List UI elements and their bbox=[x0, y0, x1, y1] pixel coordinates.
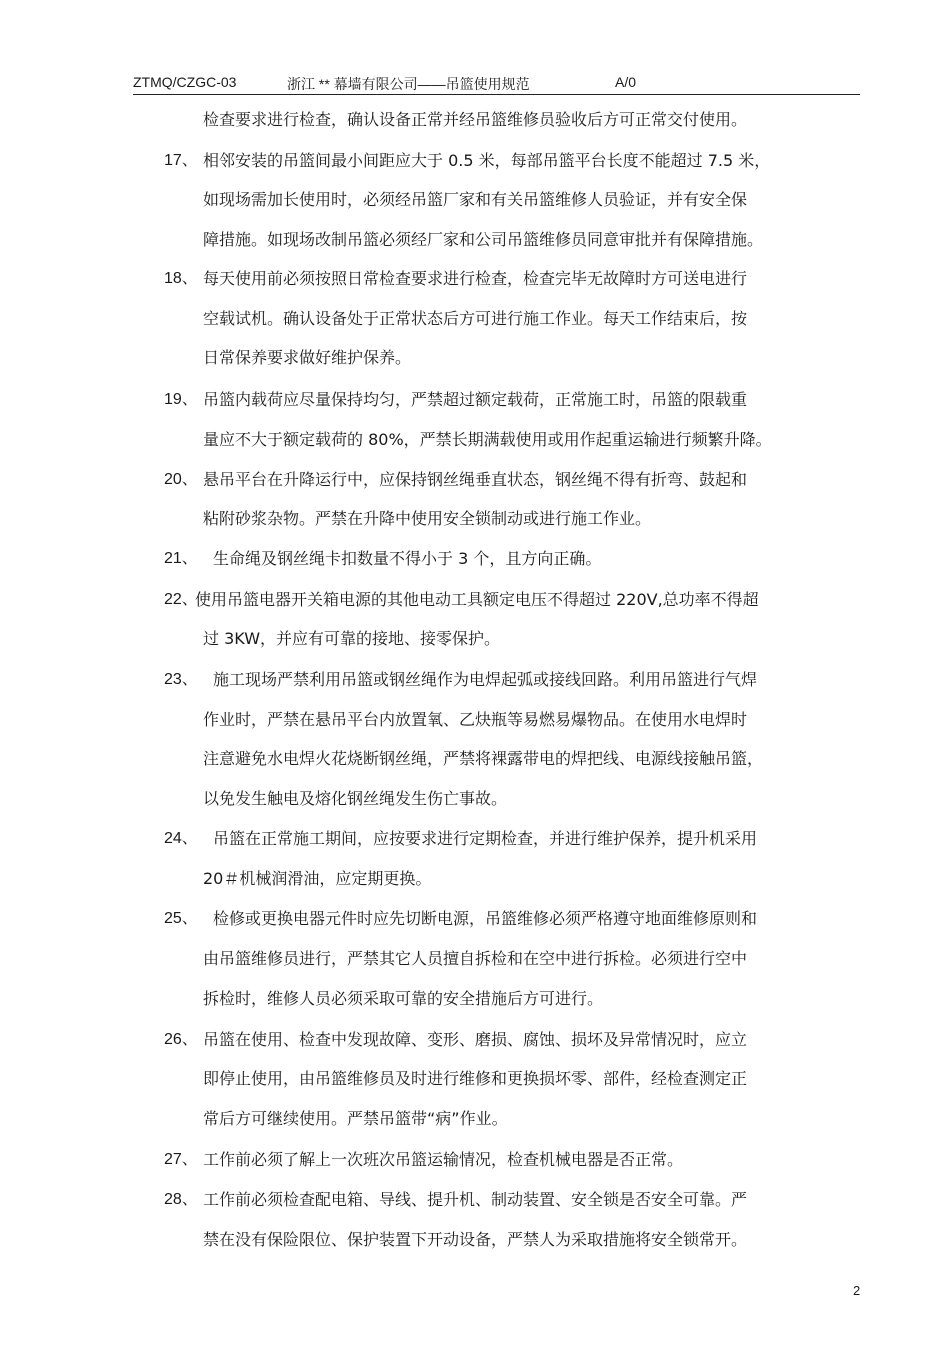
item-number: 23、 bbox=[164, 671, 198, 688]
item-line: 粘附砂浆杂物。严禁在升降中使用安全锁制动或进行施工作业。 bbox=[203, 509, 652, 528]
item-line: 由吊篮维修员进行，严禁其它人员擅自拆检和在空中进行拆检。必须进行空中 bbox=[203, 949, 748, 968]
item-line: 以免发生触电及熔化钢丝绳发生伤亡事故。 bbox=[203, 789, 508, 808]
item-line: 20＃机械润滑油，应定期更换。 bbox=[203, 869, 432, 888]
item-line: 注意避免水电焊火花烧断钢丝绳，严禁将裸露带电的焊把线、电源线接触吊篮， bbox=[203, 749, 764, 768]
item-number: 28、 bbox=[164, 1191, 198, 1208]
item-line: 悬吊平台在升降运行中，应保持钢丝绳垂直状态，钢丝绳不得有折弯、鼓起和 bbox=[203, 470, 748, 489]
item-line: 每天使用前必须按照日常检查要求进行检查，检查完毕无故障时方可送电进行 bbox=[203, 269, 748, 288]
doc-code: ZTMQ/CZGC-03 bbox=[133, 74, 237, 90]
item-line: 过 3KW，并应有可靠的接地、接零保护。 bbox=[203, 629, 501, 648]
item-number: 20、 bbox=[164, 471, 198, 488]
item-number: 26、 bbox=[164, 1031, 198, 1048]
item-line: 工作前必须检查配电箱、导线、提升机、制动装置、安全锁是否安全可靠。严 bbox=[203, 1190, 748, 1209]
item-line: 作业时，严禁在悬吊平台内放置氧、乙炔瓶等易燃易爆物品。在使用水电焊时 bbox=[203, 710, 748, 729]
item-line: 量应不大于额定载荷的 80%，严禁长期满载使用或用作起重运输进行频繁升降。 bbox=[203, 430, 772, 449]
item-line: 禁在没有保险限位、保护装置下开动设备，严禁人为采取措施将安全锁常开。 bbox=[203, 1230, 748, 1249]
item-number: 17、 bbox=[164, 152, 198, 169]
intro-line: 检查要求进行检查，确认设备正常并经吊篮维修员验收后方可正常交付使用。 bbox=[203, 110, 748, 129]
item-line: 障措施。如现场改制吊篮必须经厂家和公司吊篮维修员同意审批并有保障措施。 bbox=[203, 230, 764, 249]
item-number: 25、 bbox=[164, 910, 198, 927]
item-line: 吊篮在正常施工期间，应按要求进行定期检查，并进行维护保养，提升机采用 bbox=[213, 829, 758, 848]
item-line: 工作前必须了解上一次班次吊篮运输情况，检查机械电器是否正常。 bbox=[203, 1150, 684, 1169]
revision-label: A/0 bbox=[615, 74, 637, 90]
item-line: 相邻安装的吊篮间最小间距应大于 0.5 米，每部吊篮平台长度不能超过 7.5 米， bbox=[203, 151, 771, 170]
item-line: 施工现场严禁利用吊篮或钢丝绳作为电焊起弧或接线回路。利用吊篮进行气焊 bbox=[213, 670, 758, 689]
company-title: 浙江 ** 幕墙有限公司——吊篮使用规范 bbox=[287, 76, 530, 92]
item-number: 24、 bbox=[164, 830, 198, 847]
item-line: 如现场需加长使用时，必须经吊篮厂家和有关吊篮维修人员验证，并有安全保 bbox=[203, 190, 748, 209]
item-line: 日常保养要求做好维护保养。 bbox=[203, 348, 412, 367]
item-line: 使用吊篮电器开关箱电源的其他电动工具额定电压不得超过 220V,总功率不得超 bbox=[195, 590, 759, 609]
item-number: 19、 bbox=[164, 391, 198, 408]
item-line: 生命绳及钢丝绳卡扣数量不得小于 3 个，且方向正确。 bbox=[213, 549, 602, 568]
page-header bbox=[133, 72, 860, 95]
item-line: 空载试机。确认设备处于正常状态后方可进行施工作业。每天工作结束后，按 bbox=[203, 309, 748, 328]
item-line: 检修或更换电器元件时应先切断电源，吊篮维修必须严格遵守地面维修原则和 bbox=[213, 909, 758, 928]
item-line: 吊篮在使用、检查中发现故障、变形、磨损、腐蚀、损坏及异常情况时，应立 bbox=[203, 1030, 748, 1049]
item-line: 常后方可继续使用。严禁吊篮带“病”作业。 bbox=[203, 1109, 508, 1128]
page-number: 2 bbox=[853, 1283, 861, 1298]
item-number: 21、 bbox=[164, 550, 198, 567]
item-number: 27、 bbox=[164, 1151, 198, 1168]
item-line: 拆检时，维修人员必须采取可靠的安全措施后方可进行。 bbox=[203, 989, 604, 1008]
item-line: 即停止使用，由吊篮维修员及时进行维修和更换损坏零、部件，经检查测定正 bbox=[203, 1069, 748, 1088]
item-line: 吊篮内载荷应尽量保持均匀，严禁超过额定载荷，正常施工时，吊篮的限载重 bbox=[203, 390, 748, 409]
item-number: 18、 bbox=[164, 270, 198, 287]
item-number: 22、 bbox=[164, 591, 198, 608]
